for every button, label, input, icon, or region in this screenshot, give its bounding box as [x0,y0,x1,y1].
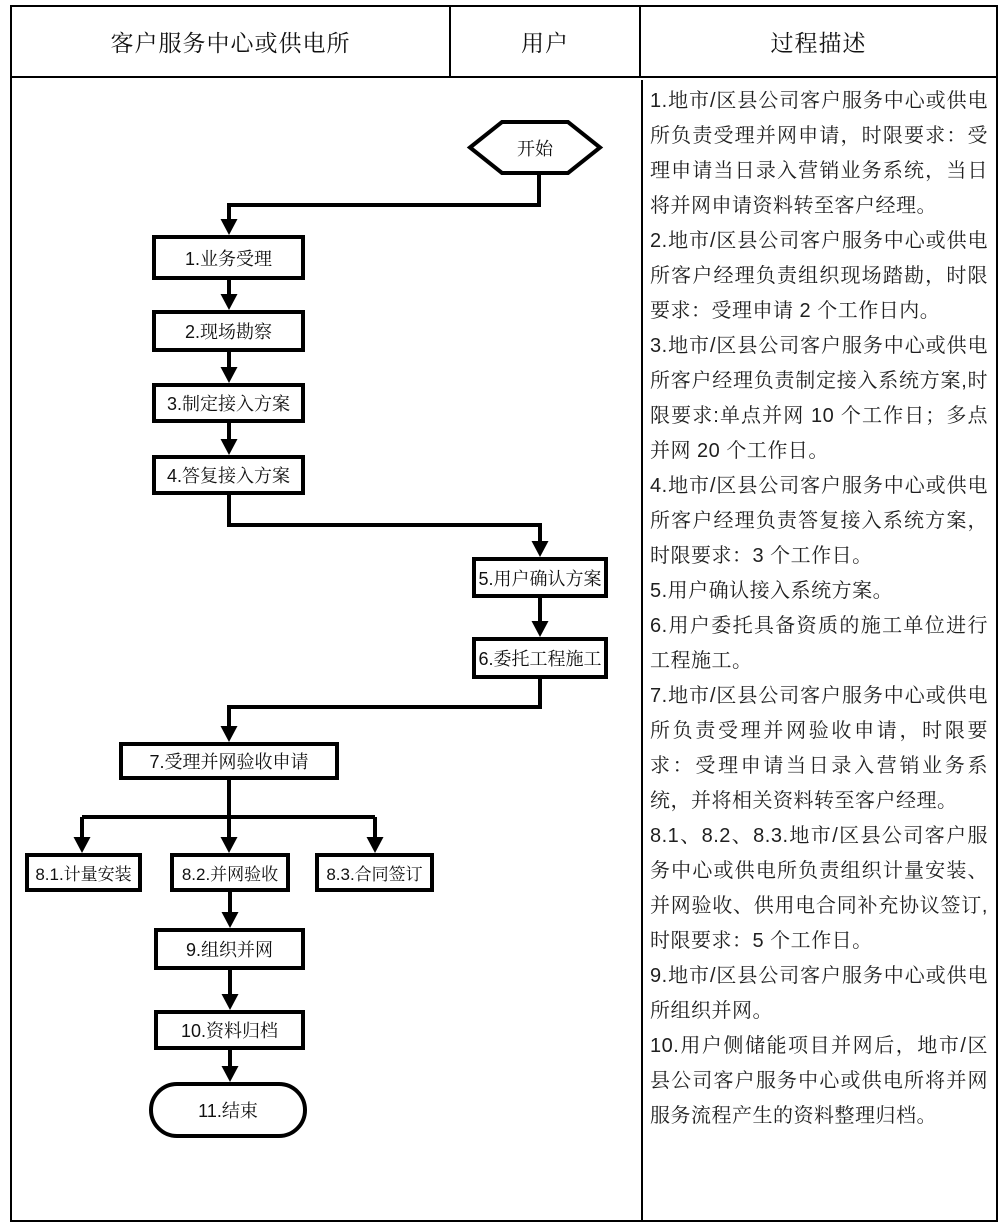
process-description-item: 3.地市/区县公司客户服务中心或供电所客户经理负责制定接入系统方案,时限要求:单点并网 10 个工作日；多点并网 20 个工作日。 [650,335,988,462]
header-cell-process-description: 过程描述 [770,30,867,56]
arrowhead-into-1 [221,219,238,235]
process-description-item: 4.地市/区县公司客户服务中心或供电所客户经理负责答复接入系统方案，时限要求：3 个工作日。 [650,475,988,567]
flow-node-2-site-survey: 2.现场勘察 [152,310,305,352]
arrowhead-into-5 [532,541,549,557]
connector-6-to-7 [229,679,540,728]
arrowhead-into-2 [221,294,238,310]
connector-4-to-5 [229,495,540,543]
table-body [12,80,996,1220]
process-description [641,80,996,1220]
connector-start-to-1 [229,173,539,221]
flow-node-7-accept-grid-acceptance-application: 7.受理并网验收申请 [119,742,339,780]
process-description-item: 7.地市/区县公司客户服务中心或供电所负责受理并网验收申请，时限要求：受理申请当日录入营销业务系统，并将相关资料转至客户经理。 [650,685,988,812]
arrowhead-into-3 [221,367,238,383]
arrowhead-into-8-3 [367,837,384,853]
header-cell-user: 用户 [451,7,641,76]
flow-node-11-end: 11.结束 [149,1082,307,1138]
flow-node-4-reply-access-plan: 4.答复接入方案 [152,455,305,495]
flow-node-6-commission-construction: 6.委托工程施工 [472,637,608,679]
flow-node-8-2-grid-acceptance: 8.2.并网验收 [170,853,290,892]
flow-node-3-draft-access-plan: 3.制定接入方案 [152,383,305,423]
flow-node-9-organize-grid-connection: 9.组织并网 [154,928,305,970]
process-description-item: 8.1、8.2、8.3.地市/区县公司客户服务中心或供电所负责组织计量安装、并网验收、供用电合同补充协议签订,时限要求：5 个工作日。 [650,825,988,952]
flow-node-5-user-confirm-plan: 5.用户确认方案 [472,557,608,598]
arrowhead-into-10 [222,994,239,1010]
process-description-item: 6.用户委托具备资质的施工单位进行工程施工。 [650,615,988,672]
header-cell-service-center: 客户服务中心或供电所 [12,7,451,76]
arrowhead-into-end [222,1066,239,1082]
arrowhead-into-4 [221,439,238,455]
process-description-item: 10.用户侧储能项目并网后，地市/区县公司客户服务中心或供电所将并网服务流程产生的资料整理归档。 [650,1035,988,1127]
flow-node-1-service-acceptance: 1.业务受理 [152,235,305,280]
table-header [12,7,996,78]
flow-node-10-archive-data: 10.资料归档 [154,1010,305,1050]
process-description-item: 5.用户确认接入系统方案。 [650,580,894,602]
flow-node-8-3-contract-signing: 8.3.合同签订 [315,853,434,892]
process-description-item: 1.地市/区县公司客户服务中心或供电所负责受理并网申请，时限要求：受理申请当日录入营销业务系统，当日将并网申请资料转至客户经理。 [650,90,988,217]
arrowhead-into-8-2 [221,837,238,853]
connector-7-branch-bar [82,780,375,817]
arrowhead-into-7 [221,726,238,742]
flow-node-start: 开始 [517,138,553,159]
arrowhead-into-6 [532,621,549,637]
arrowhead-into-8-1 [74,837,91,853]
flowchart-area [12,80,641,1220]
process-description-item: 9.地市/区县公司客户服务中心或供电所组织并网。 [650,965,988,1022]
swimlane-table [10,5,998,1222]
process-description-item: 2.地市/区县公司客户服务中心或供电所客户经理负责组织现场踏勘，时限要求：受理申请 2 个工作日内。 [650,230,988,322]
flow-node-8-1-metering-installation: 8.1.计量安装 [25,853,142,892]
arrowhead-into-9 [222,912,239,928]
